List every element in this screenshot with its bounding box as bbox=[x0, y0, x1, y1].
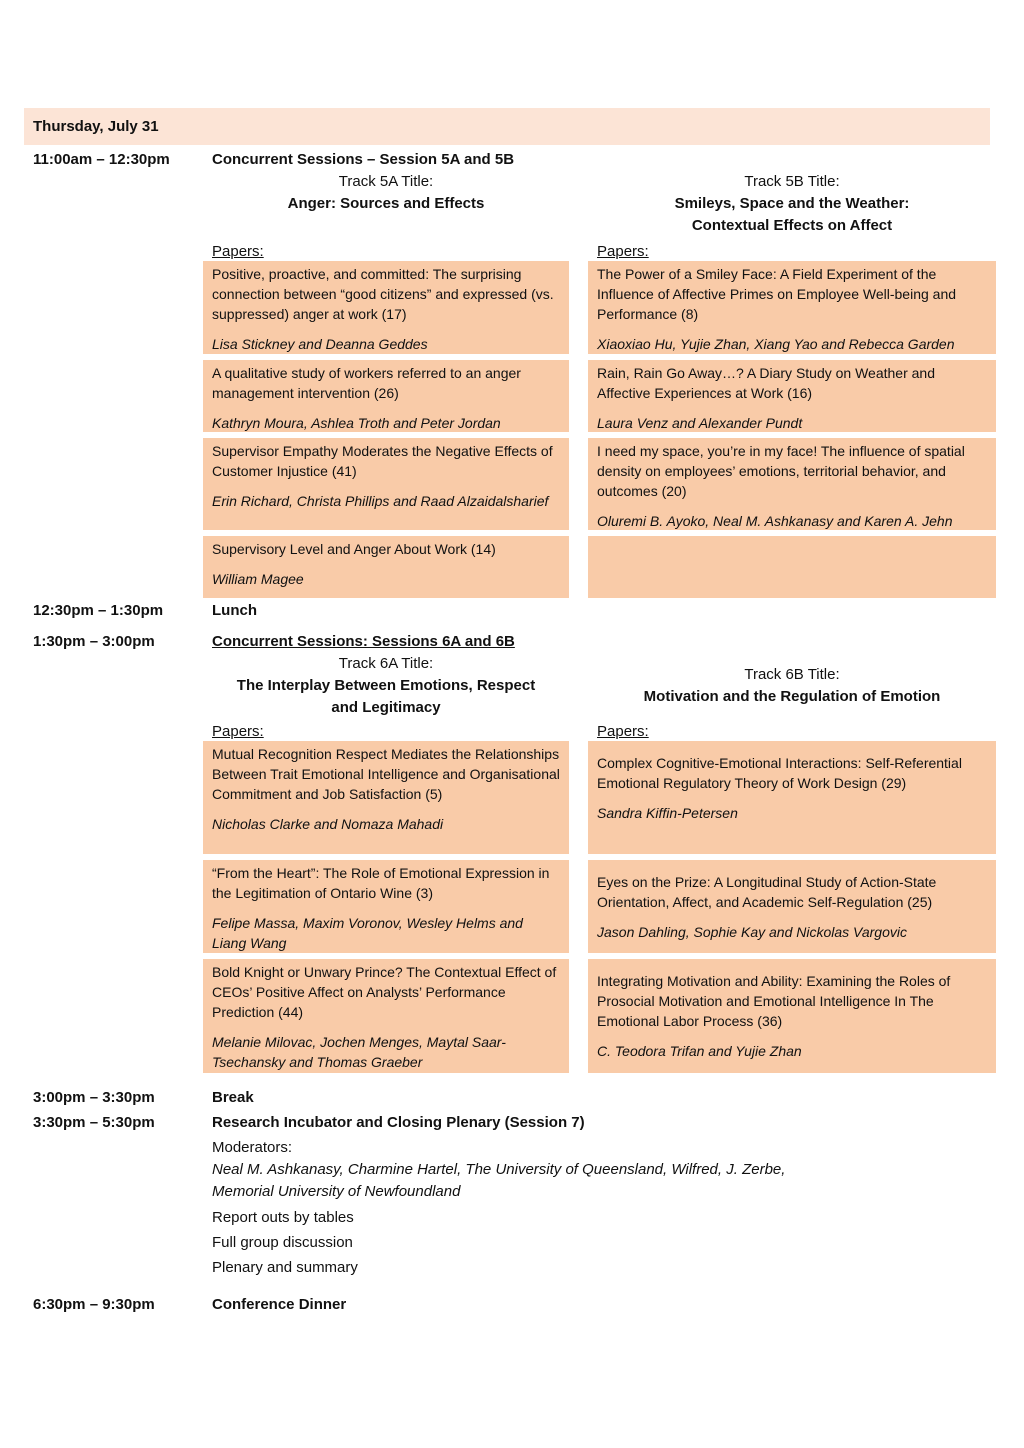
moderators-line2: Memorial University of Newfoundland bbox=[212, 1183, 461, 1200]
track-6b-header bbox=[588, 664, 996, 708]
paper-card-6b-2 bbox=[588, 860, 996, 953]
track-6a-label: Track 6A Title: bbox=[338, 655, 434, 672]
paper-title: Eyes on the Prize: A Longitudinal Study of Action-State Orientation, Affect, and Academic Self-Regulation (25) bbox=[597, 874, 937, 910]
paper-title: I need my space, you’re in my face! The influence of spatial density on employees’ emotions, territorial behavior, and outcomes (20) bbox=[597, 443, 965, 499]
paper-title: Rain, Rain Go Away…? A Diary Study on Weather and Affective Experiences at Work (16) bbox=[597, 365, 936, 401]
day-label: Thursday, July 31 bbox=[33, 118, 159, 135]
time-slot-1: 11:00am – 12:30pm bbox=[33, 151, 170, 168]
track-5b-header bbox=[588, 171, 996, 237]
paper-title: Bold Knight or Unwary Prince? The Contextual Effect of CEOs’ Positive Affect on Analysts’ Performance Prediction (44) bbox=[212, 964, 557, 1020]
paper-title: Integrating Motivation and Ability: Examining the Roles of Prosocial Motivation and Emotional Intelligence In The Emotional Labor Process (36) bbox=[597, 973, 951, 1029]
paper-authors: Jason Dahling, Sophie Kay and Nickolas Vargovic bbox=[597, 924, 907, 940]
day-header-bar bbox=[24, 108, 990, 145]
track-5b-title-line2: Contextual Effects on Affect bbox=[691, 217, 893, 234]
paper-card-5a-2 bbox=[203, 360, 569, 432]
paper-card-5b-empty bbox=[588, 536, 996, 598]
paper-card-6b-1 bbox=[588, 741, 996, 854]
track-6a-title-line1: The Interplay Between Emotions, Respect bbox=[236, 677, 536, 694]
time-slot-2: 1:30pm – 3:00pm bbox=[33, 633, 155, 650]
track-6a-header bbox=[203, 653, 569, 719]
paper-authors: C. Teodora Trifan and Yujie Zhan bbox=[597, 1043, 802, 1059]
paper-title: Positive, proactive, and committed: The surprising connection between “good citizens” and expressed (vs. suppressed) anger at work (17) bbox=[212, 266, 554, 322]
paper-card-5a-3 bbox=[203, 438, 569, 530]
paper-card-5a-4 bbox=[203, 536, 569, 598]
paper-authors: Lisa Stickney and Deanna Geddes bbox=[212, 336, 428, 352]
track-6b-title: Motivation and the Regulation of Emotion bbox=[643, 688, 941, 705]
paper-card-6a-1 bbox=[203, 741, 569, 854]
paper-authors: Felipe Massa, Maxim Voronov, Wesley Helms and Liang Wang bbox=[212, 915, 523, 951]
paper-title: Supervisor Empathy Moderates the Negative Effects of Customer Injustice (41) bbox=[212, 443, 553, 479]
lunch-label: Lunch bbox=[212, 602, 257, 619]
paper-card-6a-2 bbox=[203, 860, 569, 953]
paper-title: The Power of a Smiley Face: A Field Experiment of the Influence of Affective Primes on Employee Well-being and Performance (8) bbox=[597, 266, 957, 322]
paper-authors: Xiaoxiao Hu, Yujie Zhan, Xiang Yao and Rebecca Garden bbox=[597, 336, 955, 352]
papers-label-6a: Papers: bbox=[212, 723, 264, 740]
track-5b-title-line1: Smileys, Space and the Weather: bbox=[674, 195, 910, 212]
closing-item-2: Full group discussion bbox=[212, 1234, 353, 1251]
paper-title: “From the Heart”: The Role of Emotional Expression in the Legitimation of Ontario Wine (3) bbox=[212, 865, 550, 901]
paper-title: Mutual Recognition Respect Mediates the Relationships Between Trait Emotional Intelligence and Organisational Commitment and Job Satisfaction (5) bbox=[212, 746, 560, 802]
paper-authors: William Magee bbox=[212, 571, 304, 587]
closing-item-3: Plenary and summary bbox=[212, 1259, 358, 1276]
papers-label-5a: Papers: bbox=[212, 243, 264, 260]
track-6a-title-line2: and Legitimacy bbox=[331, 699, 441, 716]
break-label: Break bbox=[212, 1089, 254, 1106]
track-5a-title: Anger: Sources and Effects bbox=[287, 195, 485, 212]
time-slot-lunch: 12:30pm – 1:30pm bbox=[33, 602, 164, 619]
time-slot-dinner: 6:30pm – 9:30pm bbox=[33, 1296, 155, 1313]
paper-card-5b-2 bbox=[588, 360, 996, 432]
paper-card-6b-3 bbox=[588, 959, 996, 1073]
paper-authors: Melanie Milovac, Jochen Menges, Maytal Saar-Tsechansky and Thomas Graeber bbox=[212, 1034, 506, 1070]
paper-card-5b-3 bbox=[588, 438, 996, 530]
session-5-title: Concurrent Sessions – Session 5A and 5B bbox=[212, 151, 515, 168]
paper-authors: Laura Venz and Alexander Pundt bbox=[597, 415, 803, 431]
paper-card-5b-1 bbox=[588, 261, 996, 354]
papers-label-6b: Papers: bbox=[597, 723, 649, 740]
paper-authors: Kathryn Moura, Ashlea Troth and Peter Jordan bbox=[212, 415, 501, 431]
paper-card-5a-1 bbox=[203, 261, 569, 354]
dinner-label: Conference Dinner bbox=[212, 1296, 347, 1313]
paper-title: Supervisory Level and Anger About Work (14) bbox=[212, 541, 496, 557]
moderators-line1: Neal M. Ashkanasy, Charmine Hartel, The University of Queensland, Wilfred, J. Zerbe, bbox=[212, 1161, 786, 1178]
time-slot-break: 3:00pm – 3:30pm bbox=[33, 1089, 155, 1106]
paper-authors: Nicholas Clarke and Nomaza Mahadi bbox=[212, 816, 444, 832]
moderators-label: Moderators: bbox=[212, 1139, 293, 1156]
paper-authors: Sandra Kiffin-Petersen bbox=[597, 805, 738, 821]
closing-title: Research Incubator and Closing Plenary (Session 7) bbox=[212, 1114, 585, 1131]
papers-label-5b: Papers: bbox=[597, 243, 649, 260]
paper-authors: Erin Richard, Christa Phillips and Raad Alzaidalsharief bbox=[212, 493, 549, 509]
track-5a-label: Track 5A Title: bbox=[338, 173, 434, 190]
session-6-title: Concurrent Sessions: Sessions 6A and 6B bbox=[212, 633, 515, 650]
paper-authors: Oluremi B. Ayoko, Neal M. Ashkanasy and Karen A. Jehn bbox=[597, 513, 953, 529]
track-6b-label: Track 6B Title: bbox=[744, 666, 840, 683]
paper-card-6a-3 bbox=[203, 959, 569, 1073]
time-slot-closing: 3:30pm – 5:30pm bbox=[33, 1114, 155, 1131]
paper-title: A qualitative study of workers referred to an anger management intervention (26) bbox=[212, 365, 521, 401]
closing-item-1: Report outs by tables bbox=[212, 1209, 354, 1226]
paper-title: Complex Cognitive-Emotional Interactions: Self-Referential Emotional Regulatory Theory of Work Design (29) bbox=[597, 755, 962, 791]
track-5a-header bbox=[203, 171, 569, 215]
track-5b-label: Track 5B Title: bbox=[744, 173, 840, 190]
